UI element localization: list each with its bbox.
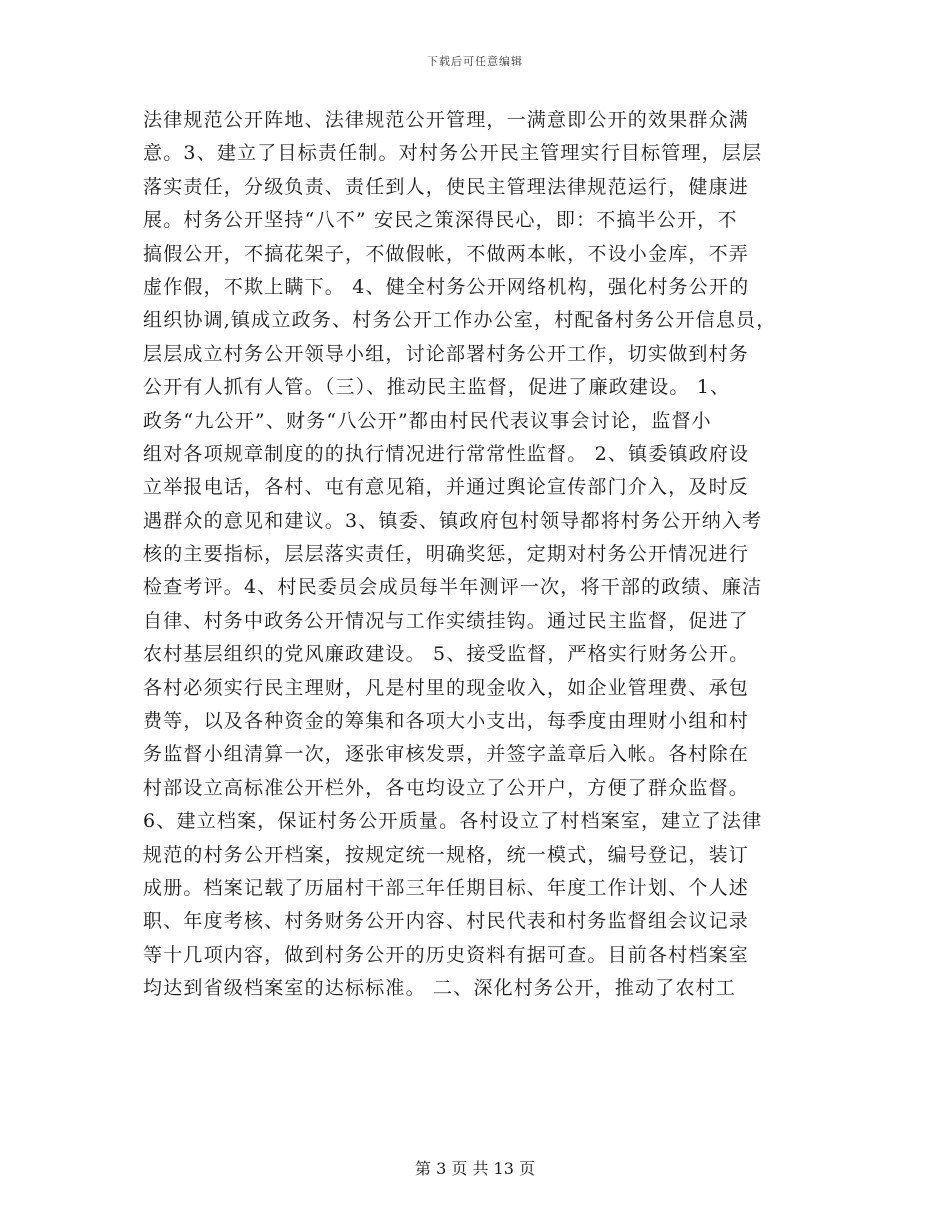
body-line: 落实责任，分级负责、责任到人，使民主管理法律规范运行，健康进 <box>143 175 750 198</box>
body-line: 自律、村务中政务公开情况与工作实绩挂钩。通过民主监督，促进了 <box>143 609 750 632</box>
body-line: 6、建立档案，保证村务公开质量。各村设立了村档案室，建立了法律 <box>143 810 763 833</box>
body-line: 检查考评。4、村民委员会成员每半年测评一次，将干部的政绩、廉洁 <box>143 576 763 599</box>
body-line: 展。村务公开坚持“八不” 安民之策深得民心，即：不搞半公开，不 <box>143 209 738 232</box>
page-header-note: 下载后可任意编辑 <box>427 55 523 68</box>
body-line: 等十几项内容，做到村务公开的历史资料有据可查。目前各村档案室 <box>143 943 750 966</box>
body-line: 遇群众的意见和建议。3、镇委、镇政府包村领导都将村务公开纳入考 <box>143 509 763 532</box>
body-line: 虚作假，不欺上瞒下。 4、健全村务公开网络机构，强化村务公开的 <box>143 275 750 298</box>
body-line: 核的主要指标，层层落实责任，明确奖惩，定期对村务公开情况进行 <box>143 543 750 566</box>
body-line: 组对各项规章制度的的执行情况进行常常性监督。 2、镇委镇政府设 <box>143 442 750 465</box>
body-line: 搞假公开，不搞花架子，不做假帐，不做两本帐，不设小金库，不弄 <box>143 242 750 265</box>
body-line: 均达到省级档案室的达标标准。 二、深化村务公开，推动了农村工 <box>143 977 737 1000</box>
body-line: 村部设立高标准公开栏外，各屯均设立了公开户，方便了群众监督。 <box>143 776 750 799</box>
body-line: 规范的村务公开档案，按规定统一规格，统一模式，编号登记，装订 <box>143 843 750 866</box>
body-line: 立举报电话，各村、屯有意见箱，并通过舆论宣传部门介入，及时反 <box>143 476 750 499</box>
page-number-footer: 第 3 页 共 13 页 <box>415 1159 535 1178</box>
body-line: 务监督小组清算一次，逐张审核发票，并签字盖章后入帐。各村除在 <box>143 743 750 766</box>
body-line: 公开有人抓有人管。（三）、推动民主监督，促进了廉政建设。 1、 <box>143 376 731 399</box>
body-line: 各村必须实行民主理财，凡是村里的现金收入，如企业管理费、承包 <box>143 676 750 699</box>
body-line: 职、年度考核、村务财务公开内容、村民代表和村务监督组会议记录 <box>143 910 750 933</box>
body-line: 组织协调,镇成立政务、村务公开工作办公室，村配备村务公开信息员， <box>143 309 777 332</box>
body-line: 农村基层组织的党风廉政建设。 5、接受监督，严格实行财务公开。 <box>143 643 750 666</box>
document-body <box>143 104 807 1006</box>
body-line: 层层成立村务公开领导小组，讨论部署村务公开工作，切实做到村务 <box>143 342 750 365</box>
body-line: 意。3、建立了目标责任制。对村务公开民主管理实行目标管理，层层 <box>143 142 763 165</box>
body-line: 法律规范公开阵地、法律规范公开管理，一满意即公开的效果群众满 <box>143 109 750 131</box>
body-line: 成册。档案记载了历届村干部三年任期目标、年度工作计划、个人述 <box>143 876 750 899</box>
body-line: 政务“九公开”、财务“八公开”都由村民代表议事会讨论，监督小 <box>143 409 712 432</box>
body-line: 费等，以及各种资金的筹集和各项大小支出，每季度由理财小组和村 <box>143 710 750 733</box>
